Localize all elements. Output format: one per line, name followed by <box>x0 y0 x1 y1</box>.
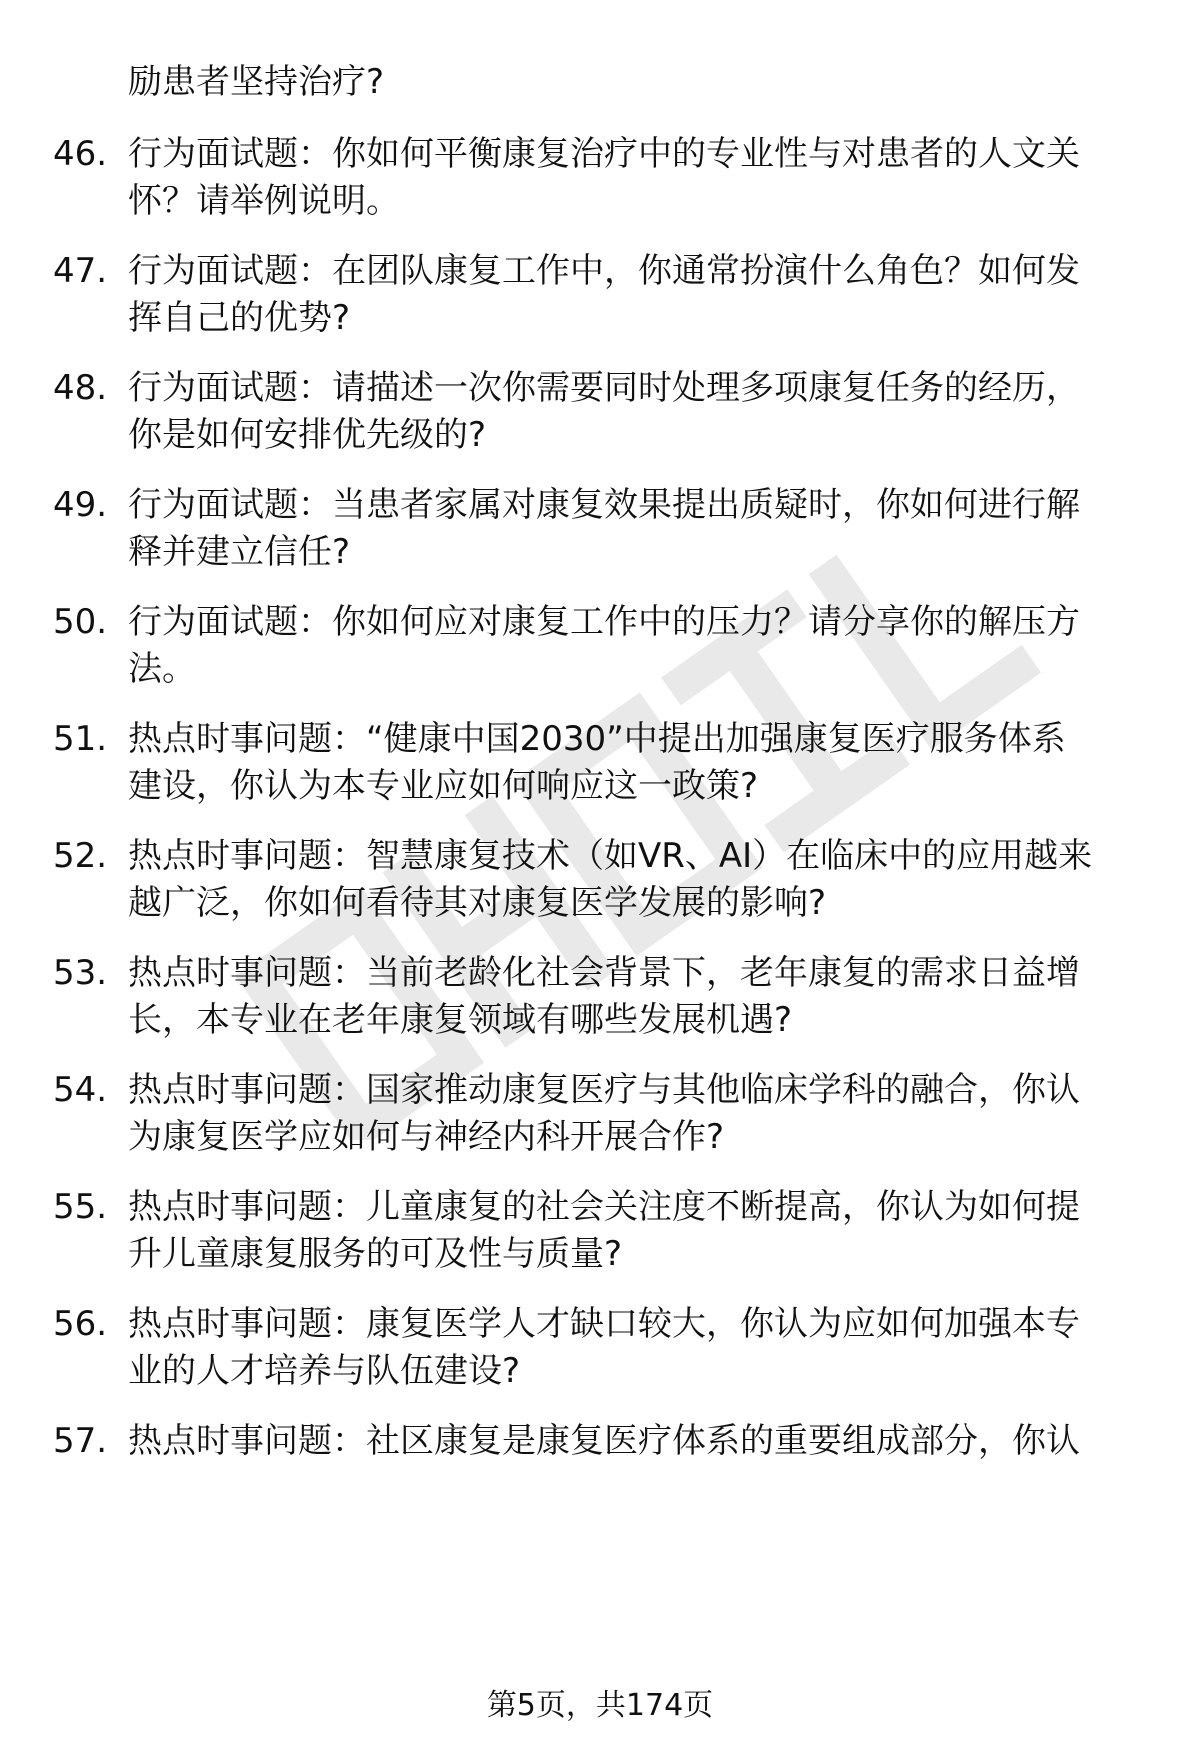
question-text-line: 挥自己的优势? <box>128 298 351 338</box>
question-number: 52. <box>53 836 108 876</box>
page-footer: 第5页，共174页 <box>486 1688 714 1723</box>
question-text-line: 行为面试题：你如何应对康复工作中的压力？请分享你的解压方 <box>128 602 1080 642</box>
question-number: 47. <box>53 251 108 291</box>
question-text-line: 热点时事问题：康复医学人才缺口较大，你认为应如何加强本专 <box>128 1304 1080 1344</box>
question-text-line: 热点时事问题：“健康中国2030”中提出加强康复医疗服务体系 <box>128 719 1066 759</box>
question-text-line: 热点时事问题：智慧康复技术（如VR、AI）在临床中的应用越来 <box>128 836 1093 876</box>
question-text-line: 热点时事问题：社区康复是康复医疗体系的重要组成部分，你认 <box>128 1421 1080 1461</box>
question-text-line: 越广泛，你如何看待其对康复医学发展的影响? <box>128 883 827 923</box>
continuation-line: 励患者坚持治疗? <box>128 62 385 102</box>
question-number: 57. <box>53 1421 108 1461</box>
question-text-line: 法。 <box>128 649 196 689</box>
question-text-line: 长，本专业在老年康复领域有哪些发展机遇? <box>128 1000 793 1040</box>
question-text-line: 行为面试题：请描述一次你需要同时处理多项康复任务的经历， <box>128 368 1080 408</box>
question-text-line: 行为面试题：当患者家属对康复效果提出质疑时，你如何进行解 <box>128 485 1080 525</box>
question-number: 53. <box>53 953 108 993</box>
question-number: 54. <box>53 1070 108 1110</box>
question-number: 49. <box>53 485 108 525</box>
question-text-line: 业的人才培养与队伍建设? <box>128 1351 521 1391</box>
question-number: 51. <box>53 719 108 759</box>
question-text-line: 行为面试题：在团队康复工作中，你通常扮演什么角色？如何发 <box>128 251 1080 291</box>
question-text-line: 热点时事问题：当前老龄化社会背景下，老年康复的需求日益增 <box>128 953 1080 993</box>
question-text-line: 行为面试题：你如何平衡康复治疗中的专业性与对患者的人文关 <box>128 134 1080 174</box>
question-number: 55. <box>53 1187 108 1227</box>
question-text-line: 热点时事问题：国家推动康复医疗与其他临床学科的融合，你认 <box>128 1070 1080 1110</box>
question-text-line: 怀？请举例说明。 <box>128 181 400 221</box>
question-number: 50. <box>53 602 108 642</box>
question-text-line: 热点时事问题：儿童康复的社会关注度不断提高，你认为如何提 <box>128 1187 1080 1227</box>
question-text-line: 建设，你认为本专业应如何响应这一政策? <box>128 766 759 806</box>
question-number: 46. <box>53 134 108 174</box>
question-text-line: 释并建立信任? <box>128 532 351 572</box>
question-number: 56. <box>53 1304 108 1344</box>
question-number: 48. <box>53 368 108 408</box>
question-text-line: 升儿童康复服务的可及性与质量? <box>128 1234 623 1274</box>
question-text-line: 你是如何安排优先级的? <box>128 415 487 455</box>
question-text-line: 为康复医学应如何与神经内科开展合作? <box>128 1117 725 1157</box>
